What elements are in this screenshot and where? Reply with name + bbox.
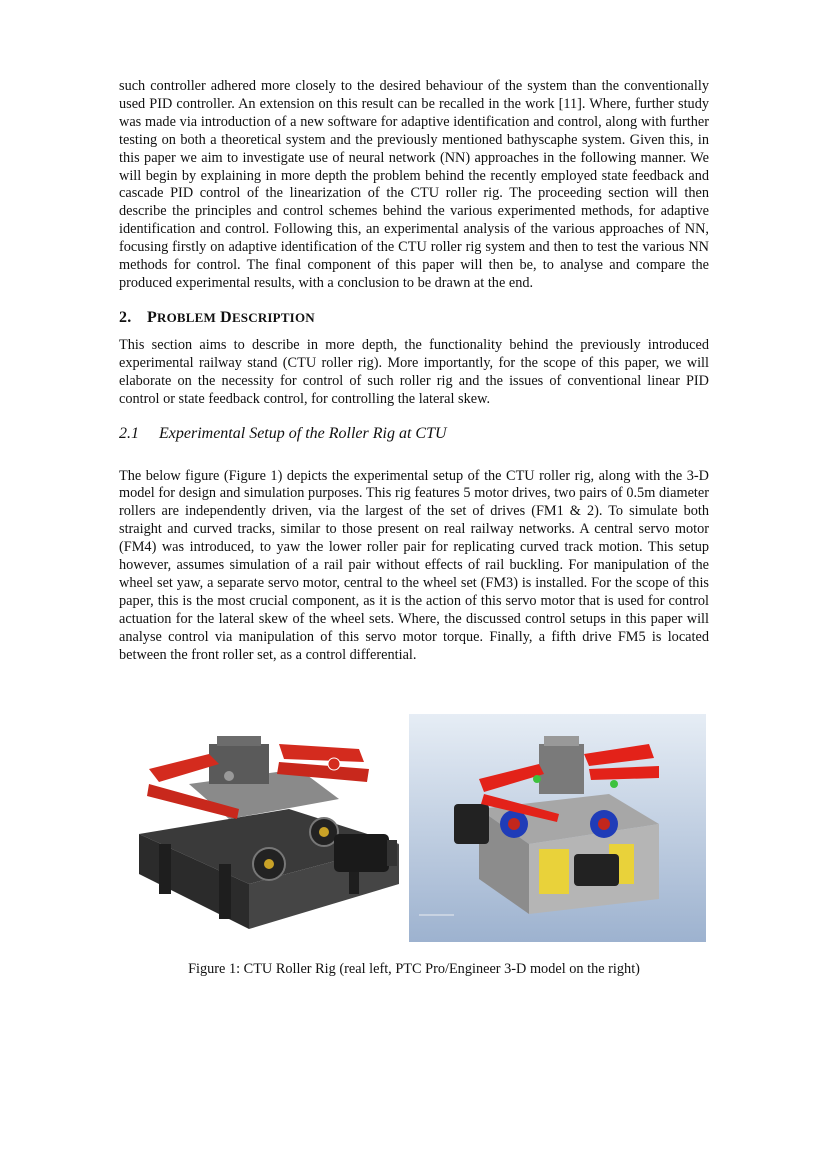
figure-caption: Figure 1: CTU Roller Rig (real left, PTC Pro/Engineer 3-D model on the right) (188, 961, 640, 977)
figure-1 (119, 714, 709, 942)
section-number: 2. (119, 308, 132, 326)
subsection-number: 2.1 (119, 424, 139, 442)
section-title-rest-1: ROBLEM (156, 309, 216, 325)
section-title-rest-2: ESCRIPTION (231, 309, 315, 325)
subsection-paragraph: The below figure (Figure 1) depicts the experimental setup of the CTU roller rig, along with the 3-D model for design and simulation purposes. This rig features 5 motor drives, two pairs of 0.5m diameter rollers are independently driven, via the largest of the set of drives (FM1 & 2). To simulate both straight and curved tracks, similar to those present on real railway networks. A central servo motor (FM4) was introduced, to yaw the lower roller pair for replicating curved track motion. This setup however, assumes simulation of a rail pair without effects of rail buckling. For manipulation of the wheel set yaw, a separate servo motor, central to the wheel set (FM3) is installed. For the scope of this paper, this is the most crucial component, as it is the action of this servo motor that is used for control actuation for the lateral skew of the wheel sets. Where, the discussed control setups in this paper will analyse control via manipulation of this servo motor torque. Finally, a fifth drive FM5 is located between the front roller set, as a control differential. (119, 467, 709, 663)
subsection-title: Experimental Setup of the Roller Rig at CTU (159, 424, 447, 442)
subsection-heading (119, 425, 709, 443)
intro-paragraph: such controller adhered more closely to the desired behaviour of the system than the conventionally used PID controller. An extension on this result can be recalled in the work [11]. Where, further study was made via introduction of a new software for adaptive identification and control, along with further testing on both a theoretical system and the previously mentioned bathyscaphe system. Given this, in this paper we aim to investigate use of neural network (NN) approaches in the following manner. We will begin by explaining in more depth the problem behind the recently employed state feedback and cascade PID control of the linearization of the CTU roller rig. The proceeding section will then describe the principles and control schemes behind the various experimented methods, for adaptive identification and control. Following this, an experimental analysis of the various approaches of NN, focusing firstly on adaptive identification of the CTU roller rig system and then to test the various NN methods for control. The final component of this paper will then be, to analyse and compare the produced experimental results, with a conclusion to be drawn at the end. (119, 78, 709, 291)
section-heading (119, 309, 709, 327)
page-body (119, 78, 709, 664)
section-title-cap-1: P (147, 308, 157, 326)
section-paragraph: This section aims to describe in more depth, the functionality behind the previously introduced experimental railway stand (CTU roller rig). More importantly, for the scope of this paper, we will elaborate on the necessity for control of such roller rig and the issues of conventional linear PID control or state feedback control, for controlling the lateral skew. (119, 336, 709, 407)
roller-rig-photo (119, 714, 404, 942)
cad-model-render (409, 714, 706, 942)
section-title-cap-2: D (220, 308, 232, 326)
